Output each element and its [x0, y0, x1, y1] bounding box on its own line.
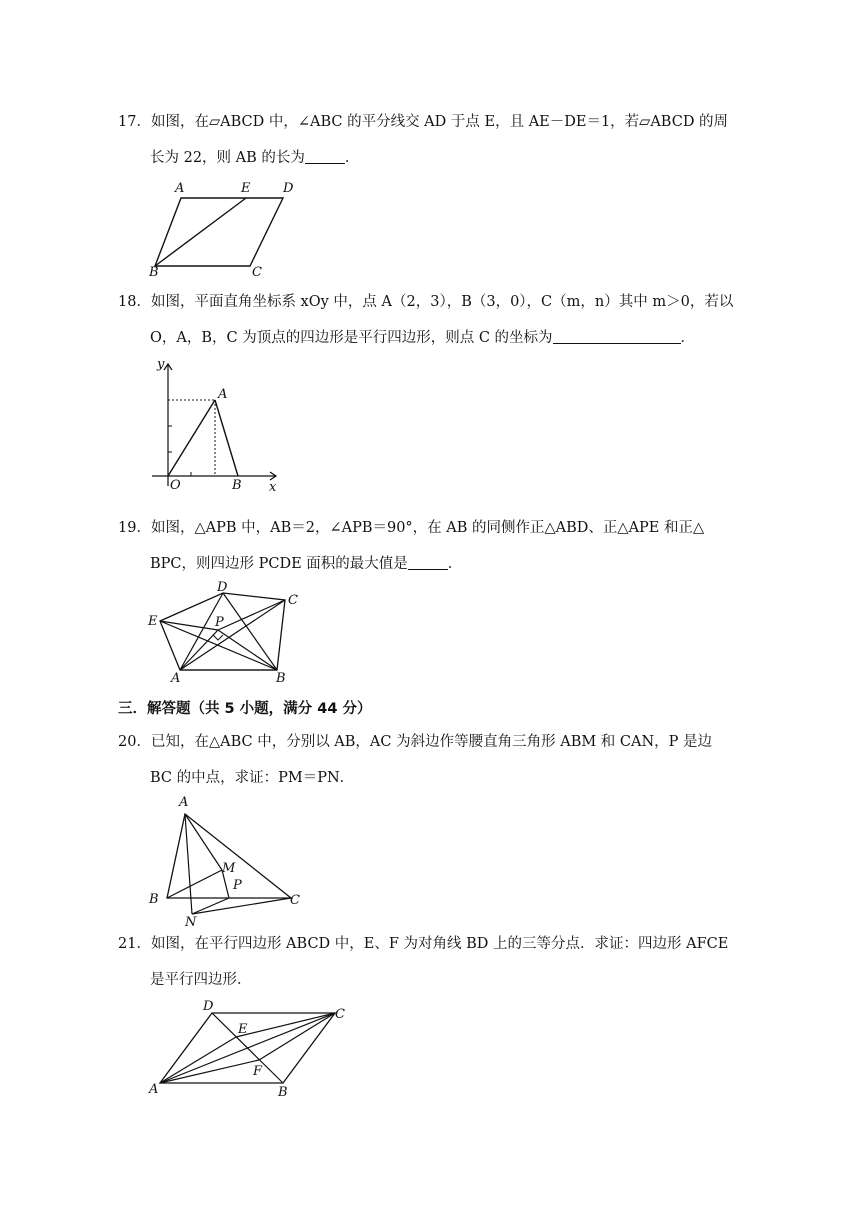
- label-E: E: [148, 614, 158, 629]
- label-B: B: [276, 671, 286, 686]
- question-19-period: ．: [447, 556, 463, 572]
- label-y-axis: y: [157, 357, 165, 372]
- question-21: [118, 926, 738, 998]
- answer-blank-18[interactable]: [553, 327, 681, 344]
- label-C: C: [252, 265, 262, 280]
- label-x-axis: x: [269, 480, 277, 495]
- label-P: P: [233, 878, 242, 893]
- question-19-line1: 19．如图，△APB 中，AB＝2，∠APB＝90°，在 AB 的同侧作正△ABD、正△APE 和正△: [118, 520, 705, 536]
- label-A: A: [149, 1082, 159, 1097]
- label-E: E: [238, 1022, 248, 1037]
- label-D: D: [203, 999, 214, 1014]
- label-M: M: [222, 861, 236, 876]
- label-A: A: [179, 795, 189, 810]
- label-P: P: [215, 615, 224, 630]
- figure-21-parallelogram: [145, 998, 365, 1108]
- figure-17-parallelogram: [145, 178, 325, 278]
- figure-18-coordinate-plane: [148, 356, 288, 496]
- answer-blank-19[interactable]: [408, 553, 448, 570]
- question-20-line2: BC 的中点，求证：PM＝PN．: [150, 770, 355, 786]
- question-17-line2: 长为 22，则 AB 的长为: [150, 150, 305, 166]
- question-20: [118, 724, 738, 796]
- question-18-period: ．: [680, 330, 696, 346]
- question-19: [118, 510, 738, 582]
- label-B: B: [149, 265, 159, 280]
- figure-19-equilateral-triangles: [145, 578, 315, 688]
- question-17-line1: 17．如图，在▱ABCD 中，∠ABC 的平分线交 AD 于点 E，且 AE－DE＝1，若▱ABCD 的周: [118, 114, 729, 130]
- label-B: B: [149, 892, 159, 907]
- question-20-line1: 20．已知，在△ABC 中，分别以 AB，AC 为斜边作等腰直角三角形 ABM 和 CAN，P 是边: [118, 734, 713, 750]
- question-18-line2: O，A，B，C 为顶点的四边形是平行四边形，则点 C 的坐标为: [150, 330, 553, 346]
- label-C: C: [288, 593, 298, 608]
- label-B: B: [232, 478, 242, 493]
- question-18: [118, 284, 738, 356]
- question-19-line2: BPC，则四边形 PCDE 面积的最大值是: [150, 556, 408, 572]
- label-B: B: [278, 1085, 288, 1100]
- question-18-line1: 18．如图，平面直角坐标系 xOy 中，点 A（2，3），B（3，0），C（m，n）其中 m＞0，若以: [118, 294, 734, 310]
- label-C: C: [335, 1007, 345, 1022]
- section-heading: 三．解答题（共 5 小题，满分 44 分）: [118, 701, 372, 717]
- label-C: C: [290, 893, 300, 908]
- label-E: E: [241, 181, 251, 196]
- answer-blank-17[interactable]: [305, 147, 345, 164]
- label-N: N: [185, 915, 197, 930]
- figure-20-triangle: [145, 792, 315, 932]
- question-17-period: ．: [344, 150, 360, 166]
- label-A: A: [175, 181, 185, 196]
- label-D: D: [283, 181, 294, 196]
- label-D: D: [217, 580, 228, 595]
- label-F: F: [253, 1064, 263, 1079]
- label-A: A: [171, 671, 181, 686]
- question-21-line1: 21．如图，在平行四边形 ABCD 中，E、F 为对角线 BD 上的三等分点．求证：四边形 AFCE: [118, 936, 729, 952]
- label-A: A: [218, 387, 228, 402]
- question-21-line2: 是平行四边形．: [150, 972, 252, 988]
- label-O: O: [170, 478, 181, 493]
- question-17: [118, 104, 738, 176]
